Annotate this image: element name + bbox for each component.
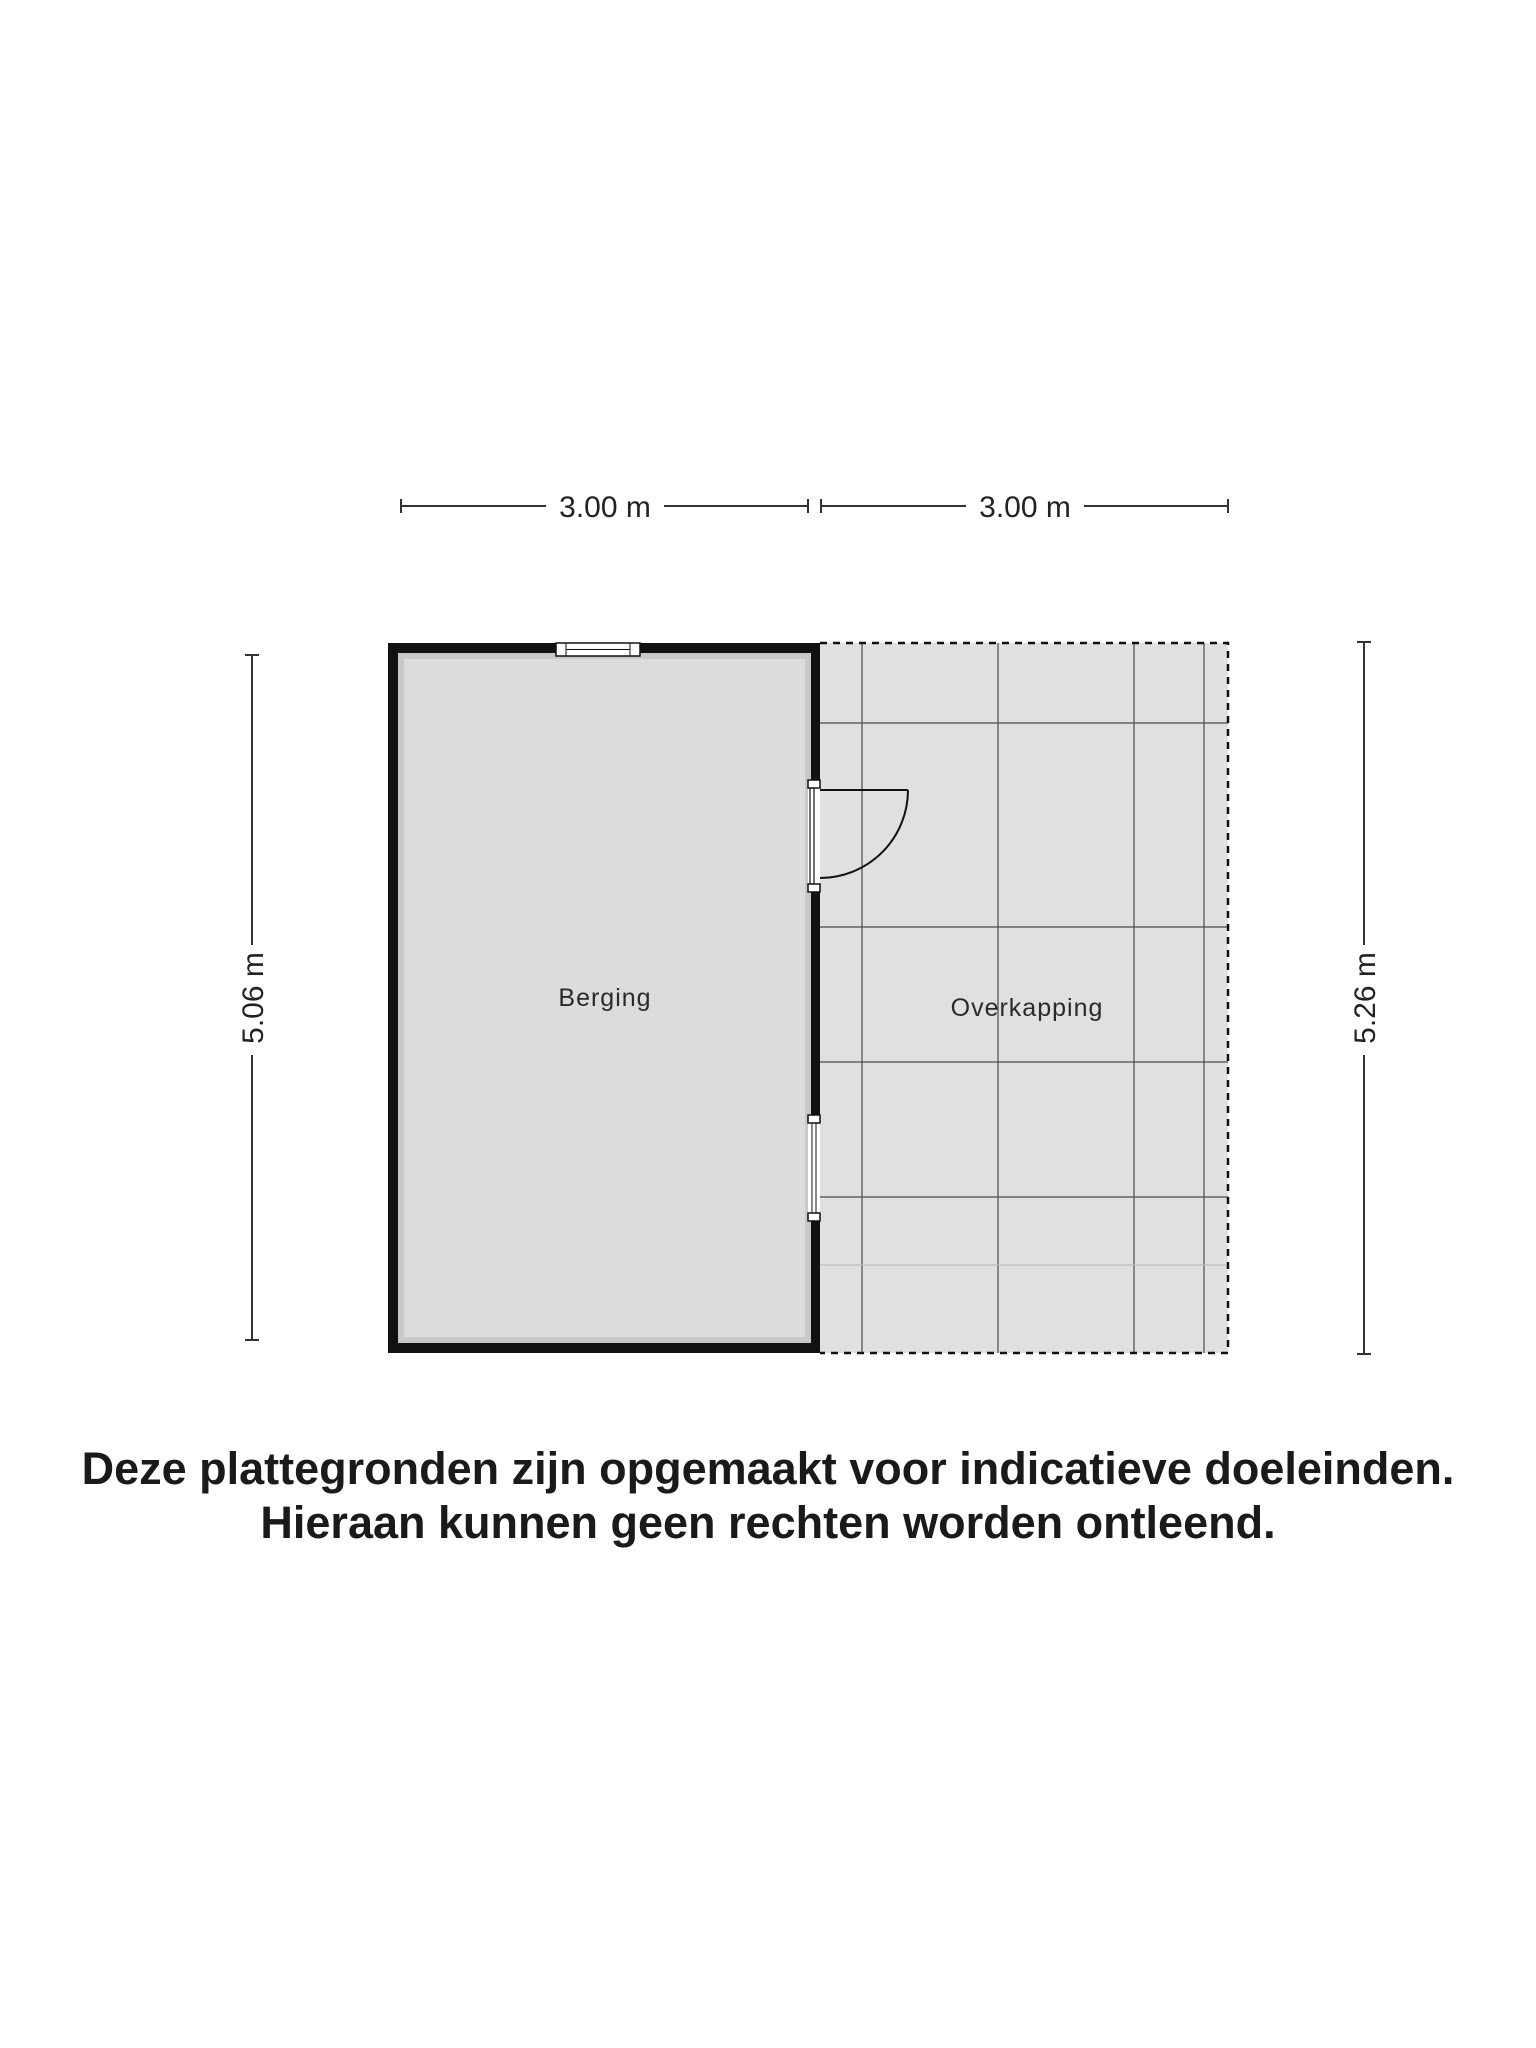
top-dimension-left bbox=[401, 491, 808, 524]
window-right bbox=[808, 1115, 820, 1221]
right-dimension bbox=[1349, 642, 1382, 1354]
dimension-label-top-left: 3.00 m bbox=[559, 491, 651, 524]
left-dimension bbox=[237, 655, 270, 1340]
disclaimer-line-1: Deze plattegronden zijn opgemaakt voor indicatieve doeleinden. bbox=[81, 1443, 1455, 1494]
disclaimer-line-2: Hieraan kunnen geen rechten worden ontleend. bbox=[260, 1497, 1276, 1548]
room-label-storage: Berging bbox=[558, 984, 652, 1012]
top-dimension-right bbox=[821, 491, 1228, 524]
dimension-label-left: 5.06 m bbox=[237, 952, 270, 1044]
dimension-label-top-right: 3.00 m bbox=[979, 491, 1071, 524]
window-top bbox=[556, 643, 640, 656]
dimension-label-right: 5.26 m bbox=[1349, 952, 1382, 1044]
room-label-canopy: Overkapping bbox=[950, 994, 1104, 1022]
